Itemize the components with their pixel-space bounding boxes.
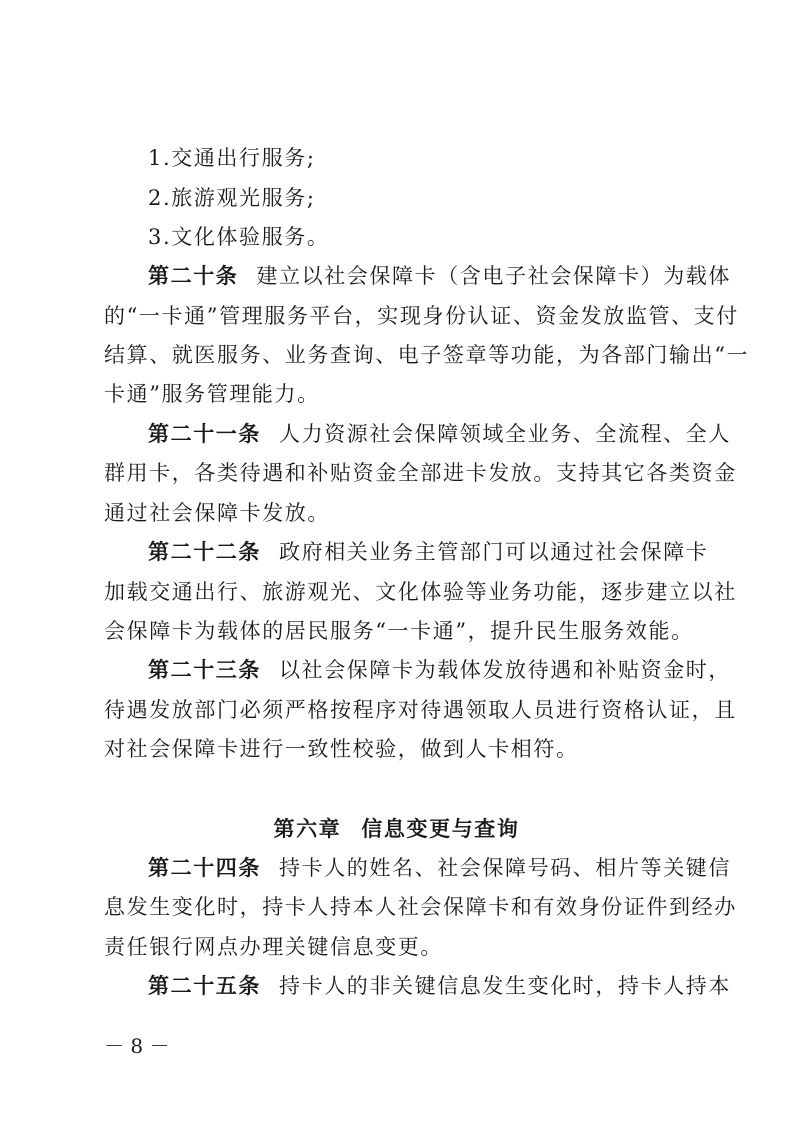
article-21-line: 通过社会保障卡发放。	[104, 501, 330, 525]
article-22-line: 会保障卡为载体的居民服务“一卡通”，提升民生服务效能。	[104, 619, 694, 643]
article-24-first-line	[148, 854, 731, 882]
article-23-line: 待遇发放部门必须严格按程序对待遇领取人员进行资格认证，且	[104, 698, 737, 722]
article-20-title: 第二十条	[148, 264, 239, 288]
article-24-text: 持卡人的姓名、社会保障号码、相片等关键信	[279, 856, 731, 880]
article-25-text: 持卡人的非关键信息发生变化时，持卡人持本	[279, 974, 731, 998]
article-25-first-line	[148, 972, 731, 1000]
article-23-first-line	[148, 656, 731, 684]
article-20-line: 结算、就医服务、业务查询、电子签章等功能，为各部门输出“一	[104, 343, 750, 367]
list-item: 1.交通出行服务;	[148, 146, 316, 170]
chapter-title: 信息变更与查询	[361, 817, 520, 841]
article-24-line: 息发生变化时，持卡人持本人社会保障卡和有效身份证件到经办	[104, 895, 737, 919]
chapter-heading	[0, 815, 793, 843]
article-22-text: 政府相关业务主管部门可以通过社会保障卡	[279, 540, 709, 564]
article-21-text: 人力资源社会保障领域全业务、全流程、全人	[279, 422, 731, 446]
article-25-title: 第二十五条	[148, 974, 261, 998]
article-24-title: 第二十四条	[148, 856, 261, 880]
page-number: － 8 －	[104, 1034, 170, 1058]
article-22-line: 加载交通出行、旅游观光、文化体验等业务功能，逐步建立以社	[104, 580, 737, 604]
article-23-text: 以社会保障卡为载体发放待遇和补贴资金时，	[279, 658, 731, 682]
article-20-line: 的“一卡通”管理服务平台，实现身份认证、资金发放监管、支付	[104, 304, 739, 328]
article-24-line: 责任银行网点办理关键信息变更。	[104, 935, 443, 959]
article-22-first-line	[148, 538, 709, 566]
list-item: 3.文化体验服务。	[148, 225, 330, 249]
article-21-line: 群用卡，各类待遇和补贴资金全部进卡发放。支持其它各类资金	[104, 461, 737, 485]
article-20-first-line	[148, 262, 732, 290]
article-20-text: 建立以社会保障卡（含电子社会保障卡）为载体	[256, 264, 732, 288]
article-20-line: 卡通”服务管理能力。	[104, 382, 320, 406]
article-23-line: 对社会保障卡进行一致性校验，做到人卡相符。	[104, 737, 579, 761]
article-23-title: 第二十三条	[148, 658, 261, 682]
article-22-title: 第二十二条	[148, 540, 261, 564]
list-item: 2.旅游观光服务;	[148, 186, 316, 210]
chapter-number: 第六章	[273, 817, 342, 841]
article-21-first-line	[148, 420, 731, 448]
article-21-title: 第二十一条	[148, 422, 261, 446]
